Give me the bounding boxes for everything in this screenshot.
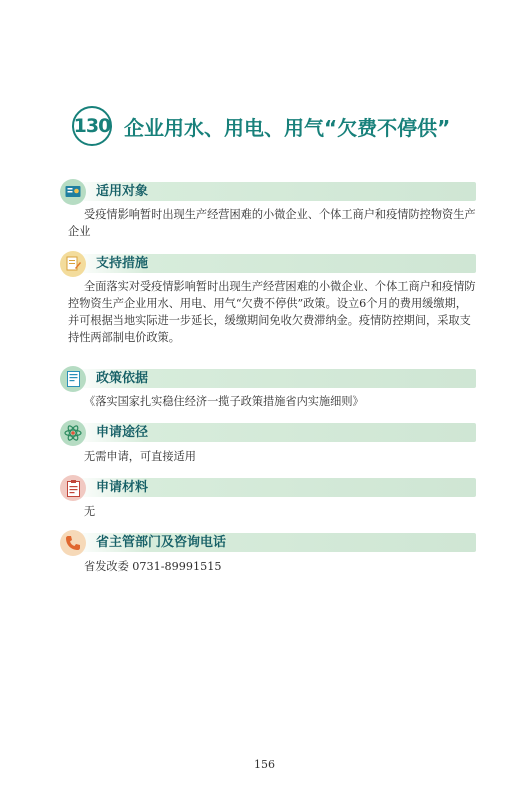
section-header-channel bbox=[60, 420, 476, 444]
section-text-materials: 无 bbox=[84, 505, 96, 518]
document-icon bbox=[60, 366, 86, 392]
section-label: 适用对象 bbox=[96, 184, 149, 199]
clipboard-icon bbox=[60, 475, 86, 501]
section-text-contact: 省发改委 0731-89991515 bbox=[84, 560, 222, 573]
section-label: 申请途径 bbox=[96, 425, 149, 440]
section-text-basis: 《落实国家扎实稳住经济一揽子政策措施省内实施细则》 bbox=[84, 395, 364, 408]
page-title bbox=[72, 106, 472, 150]
section-label: 支持措施 bbox=[96, 256, 149, 271]
section-header-target bbox=[60, 179, 476, 203]
section-header-basis bbox=[60, 366, 476, 390]
phone-icon bbox=[60, 530, 86, 556]
policy-title: 企业用水、用电、用气“欠费不停供” bbox=[124, 116, 451, 140]
section-text-measures: 全面落实对受疫情影响暂时出现生产经营困难的小微企业、个体工商户和疫情防控物资生产企业用水、用电、用气“欠费不停供”政策。设立6个月的费用缓缴期，并可根据当地实际进一步延长，缓缴期间免收欠费滞纳金。疫情防控期间，采取支持性两部制电价政策。 bbox=[68, 280, 476, 344]
atom-icon bbox=[60, 420, 86, 446]
item-number-badge: 130 bbox=[72, 106, 112, 146]
page-number: 156 bbox=[254, 758, 275, 771]
section-label: 省主管部门及咨询电话 bbox=[96, 535, 227, 550]
section-label: 政策依据 bbox=[96, 371, 149, 386]
section-header-measures bbox=[60, 251, 476, 275]
section-text-channel: 无需申请，可直接适用 bbox=[84, 450, 196, 463]
section-header-contact bbox=[60, 530, 476, 554]
section-label: 申请材料 bbox=[96, 480, 149, 495]
certificate-icon bbox=[60, 179, 86, 205]
section-header-materials bbox=[60, 475, 476, 499]
document-pen-icon bbox=[60, 251, 86, 277]
section-text-target: 受疫情影响暂时出现生产经营困难的小微企业、个体工商户和疫情防控物资生产企业 bbox=[68, 208, 476, 238]
